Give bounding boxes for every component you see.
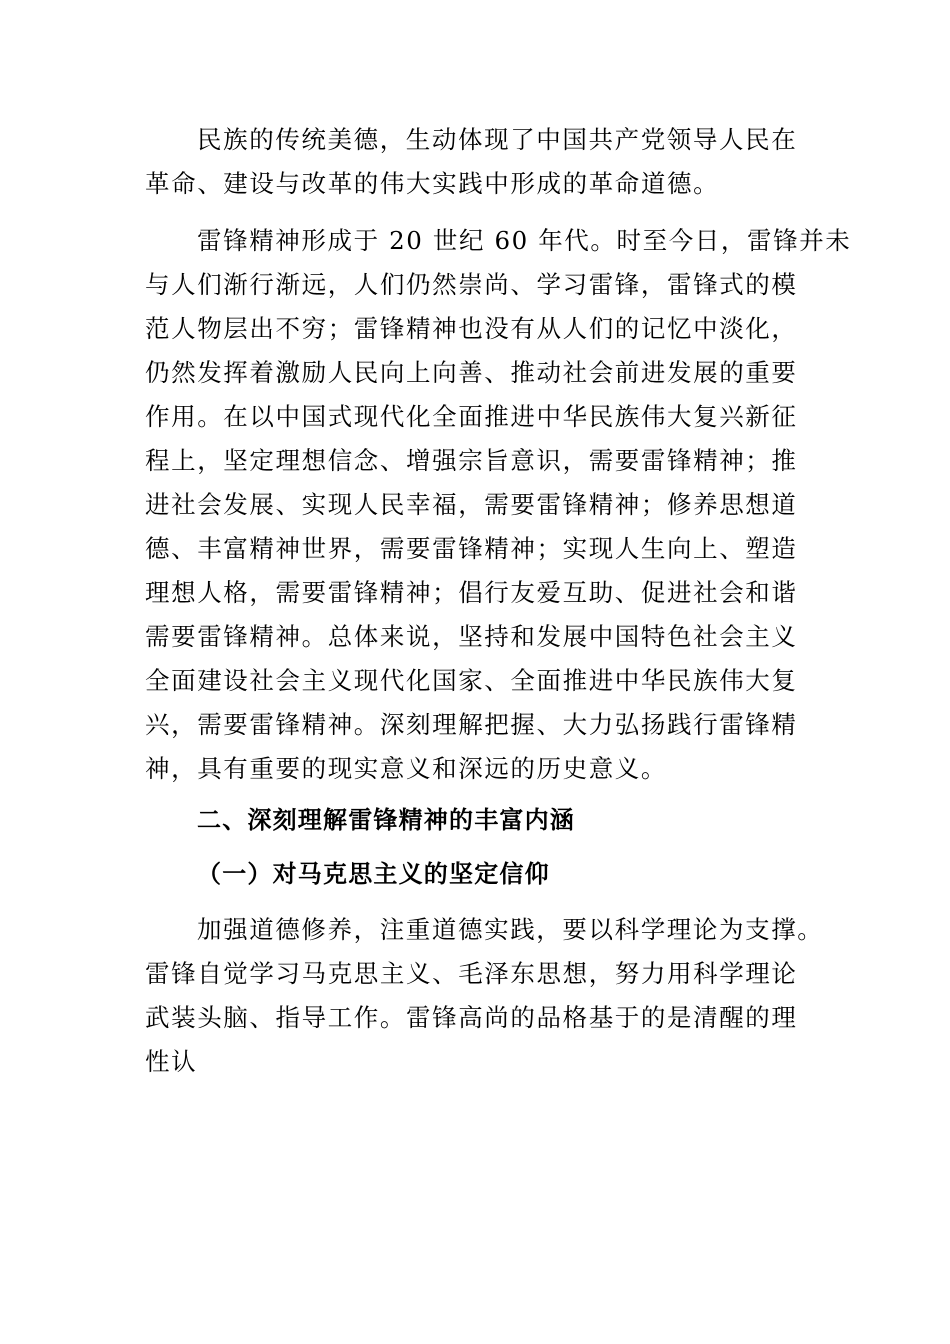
paragraph-line: 需要雷锋精神。总体来说，坚持和发展中国特色社会主义 bbox=[145, 622, 798, 651]
paragraph-line: 范人物层出不穷；雷锋精神也没有从人们的记忆中淡化， bbox=[145, 314, 798, 343]
paragraph-line: 德、丰富精神世界，需要雷锋精神；实现人生向上、塑造 bbox=[145, 534, 798, 563]
paragraph-line: 仍然发挥着激励人民向上向善、推动社会前进发展的重要 bbox=[145, 358, 798, 387]
paragraph-line: 性认 bbox=[145, 1047, 198, 1076]
paragraph-line: 兴，需要雷锋精神。深刻理解把握、大力弘扬践行雷锋精 bbox=[145, 710, 798, 739]
paragraph-line: 武装头脑、指导工作。雷锋高尚的品格基于的是清醒的理 bbox=[145, 1003, 798, 1032]
paragraph-leifeng-spirit-significance bbox=[145, 219, 852, 791]
paragraph-marxism-belief bbox=[145, 908, 824, 1084]
paragraph-line: 神，具有重要的现实意义和深远的历史意义。 bbox=[145, 754, 667, 783]
paragraph-line: 作用。在以中国式现代化全面推进中华民族伟大复兴新征 bbox=[145, 402, 798, 431]
section-heading-block bbox=[145, 798, 815, 842]
subsection-heading: （一）对马克思主义的坚定信仰 bbox=[197, 860, 550, 888]
paragraph-traditional-virtue bbox=[145, 118, 815, 206]
paragraph-line: 民族的传统美德，生动体现了中国共产党领导人民在 bbox=[197, 125, 798, 154]
paragraph-line: 进社会发展、实现人民幸福，需要雷锋精神；修养思想道 bbox=[145, 490, 798, 519]
subsection-heading-block bbox=[145, 852, 815, 896]
paragraph-line: 雷锋精神形成于 20 世纪 60 年代。时至今日，雷锋并未 bbox=[197, 226, 852, 255]
paragraph-line: 与人们渐行渐远，人们仍然崇尚、学习雷锋，雷锋式的模 bbox=[145, 270, 798, 299]
paragraph-line: 雷锋自觉学习马克思主义、毛泽东思想，努力用科学理论 bbox=[145, 959, 798, 988]
paragraph-line: 革命、建设与改革的伟大实践中形成的革命道德。 bbox=[145, 169, 720, 198]
section-heading: 二、深刻理解雷锋精神的丰富内涵 bbox=[197, 806, 575, 834]
paragraph-line: 程上，坚定理想信念、增强宗旨意识，需要雷锋精神；推 bbox=[145, 446, 798, 475]
paragraph-line: 理想人格，需要雷锋精神；倡行友爱互助、促进社会和谐 bbox=[145, 578, 798, 607]
paragraph-line: 加强道德修养，注重道德实践，要以科学理论为支撑。 bbox=[197, 915, 824, 944]
paragraph-line: 全面建设社会主义现代化国家、全面推进中华民族伟大复 bbox=[145, 666, 798, 695]
